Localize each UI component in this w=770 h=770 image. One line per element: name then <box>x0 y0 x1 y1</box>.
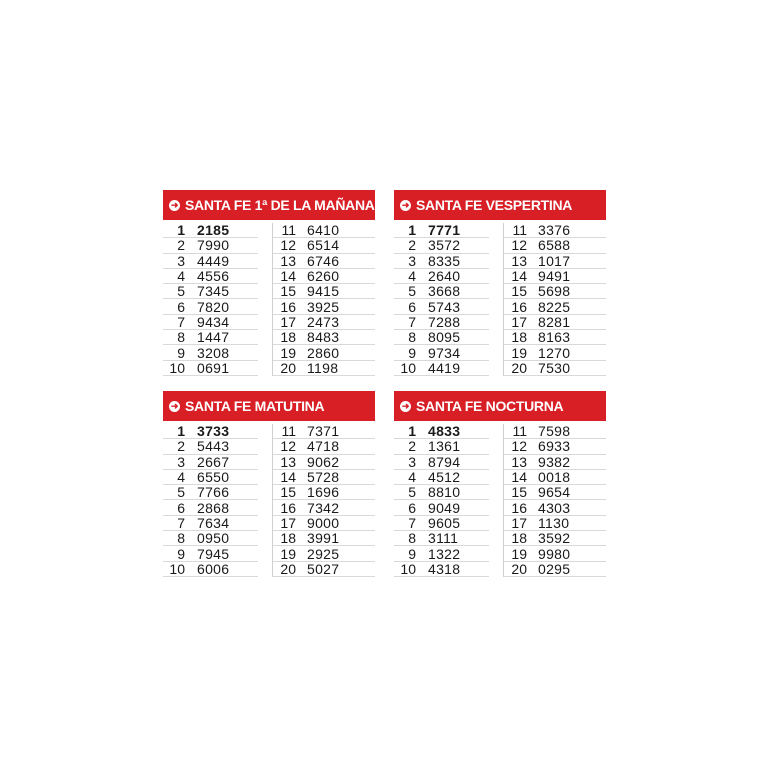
position-number: 3 <box>177 453 185 470</box>
position-number: 3 <box>408 252 416 269</box>
position-number: 5 <box>408 484 416 501</box>
position-number: 11 <box>281 222 296 239</box>
position-number: 11 <box>512 423 527 440</box>
position-number: 6 <box>177 298 185 315</box>
position-number: 4 <box>177 469 185 486</box>
position-number: 20 <box>511 560 527 577</box>
drawn-number: 4449 <box>197 252 230 269</box>
position-number: 14 <box>280 469 296 486</box>
result-row <box>163 361 258 376</box>
result-row <box>273 269 375 284</box>
result-row <box>394 284 489 299</box>
position-number: 9 <box>177 545 185 562</box>
position-number: 18 <box>511 530 527 547</box>
position-number: 5 <box>408 283 416 300</box>
result-row <box>163 345 258 360</box>
drawn-number: 9654 <box>538 484 571 501</box>
position-number: 3 <box>408 453 416 470</box>
result-row <box>504 439 606 454</box>
position-number: 6 <box>408 298 416 315</box>
result-row <box>504 223 606 238</box>
result-row <box>394 424 489 439</box>
result-row <box>504 546 606 561</box>
results-column <box>272 424 375 577</box>
drawn-number: 0018 <box>538 469 571 486</box>
position-number: 12 <box>280 237 296 254</box>
result-row <box>273 562 375 577</box>
result-row <box>504 330 606 345</box>
drawn-number: 7598 <box>538 423 571 440</box>
result-row <box>273 330 375 345</box>
drawn-number: 8095 <box>428 329 461 346</box>
drawn-number: 4303 <box>538 499 571 516</box>
position-number: 20 <box>511 359 527 376</box>
position-number: 8 <box>408 329 416 346</box>
drawn-number: 6588 <box>538 237 571 254</box>
position-number: 18 <box>511 329 527 346</box>
drawn-number: 4833 <box>428 423 461 440</box>
position-number: 9 <box>408 344 416 361</box>
drawn-number: 6514 <box>307 237 340 254</box>
panel-title: SANTA FE MATUTINA <box>185 398 325 414</box>
result-row <box>163 424 258 439</box>
drawn-number: 7371 <box>307 423 340 440</box>
drawn-number: 2868 <box>197 499 230 516</box>
drawn-number: 8281 <box>538 313 571 330</box>
drawn-number: 2185 <box>197 222 230 239</box>
result-row <box>394 455 489 470</box>
drawn-number: 2860 <box>307 344 340 361</box>
position-number: 7 <box>408 514 416 531</box>
result-row <box>273 531 375 546</box>
position-number: 4 <box>408 268 416 285</box>
position-number: 4 <box>408 469 416 486</box>
drawn-number: 3111 <box>428 530 459 547</box>
panel-title: SANTA FE NOCTURNA <box>416 398 564 414</box>
position-number: 10 <box>169 560 185 577</box>
result-row <box>504 299 606 314</box>
position-number: 1 <box>408 222 416 239</box>
result-row <box>504 516 606 531</box>
drawn-number: 7345 <box>197 283 230 300</box>
position-number: 12 <box>280 438 296 455</box>
result-row <box>394 546 489 561</box>
result-row <box>163 562 258 577</box>
position-number: 16 <box>511 298 527 315</box>
drawn-number: 3376 <box>538 222 571 239</box>
drawn-number: 6746 <box>307 252 340 269</box>
drawn-number: 3991 <box>307 530 340 547</box>
result-row <box>273 284 375 299</box>
drawn-number: 9605 <box>428 514 461 531</box>
position-number: 11 <box>512 222 527 239</box>
drawn-number: 2640 <box>428 268 461 285</box>
result-row <box>273 485 375 500</box>
position-number: 7 <box>177 514 185 531</box>
position-number: 9 <box>177 344 185 361</box>
drawn-number: 8794 <box>428 453 461 470</box>
result-row <box>273 424 375 439</box>
panel-header <box>394 190 606 220</box>
drawn-number: 5698 <box>538 283 571 300</box>
drawn-number: 6260 <box>307 268 340 285</box>
drawn-number: 0691 <box>197 359 230 376</box>
drawn-number: 4556 <box>197 268 230 285</box>
drawn-number: 9491 <box>538 268 571 285</box>
drawn-number: 3208 <box>197 344 230 361</box>
result-row <box>394 238 489 253</box>
position-number: 10 <box>169 359 185 376</box>
result-row <box>273 470 375 485</box>
position-number: 10 <box>400 560 416 577</box>
position-number: 6 <box>177 499 185 516</box>
drawn-number: 1270 <box>538 344 571 361</box>
drawn-number: 3572 <box>428 237 461 254</box>
result-row <box>394 439 489 454</box>
result-row <box>163 500 258 515</box>
result-row <box>394 223 489 238</box>
result-row <box>394 531 489 546</box>
drawn-number: 1322 <box>428 545 461 562</box>
position-number: 16 <box>280 499 296 516</box>
position-number: 3 <box>177 252 185 269</box>
position-number: 17 <box>280 313 296 330</box>
drawn-number: 7766 <box>197 484 230 501</box>
result-row <box>163 284 258 299</box>
position-number: 12 <box>511 438 527 455</box>
position-number: 15 <box>280 484 296 501</box>
drawn-number: 7820 <box>197 298 230 315</box>
result-row <box>163 238 258 253</box>
position-number: 18 <box>280 530 296 547</box>
position-number: 16 <box>511 499 527 516</box>
position-number: 14 <box>280 268 296 285</box>
drawn-number: 6410 <box>307 222 340 239</box>
result-row <box>504 315 606 330</box>
result-row <box>273 361 375 376</box>
result-row <box>163 254 258 269</box>
results-column <box>503 424 606 577</box>
results-column <box>272 223 375 376</box>
result-row <box>504 238 606 253</box>
drawn-number: 2473 <box>307 313 340 330</box>
drawn-number: 1447 <box>197 329 230 346</box>
position-number: 17 <box>511 313 527 330</box>
results-panel <box>394 190 606 376</box>
result-row <box>273 345 375 360</box>
drawn-number: 7990 <box>197 237 230 254</box>
position-number: 15 <box>511 484 527 501</box>
position-number: 19 <box>280 344 296 361</box>
drawn-number: 7945 <box>197 545 230 562</box>
result-row <box>163 531 258 546</box>
drawn-number: 9434 <box>197 313 230 330</box>
drawn-number: 9980 <box>538 545 571 562</box>
result-row <box>273 223 375 238</box>
drawn-number: 5743 <box>428 298 461 315</box>
result-row <box>163 439 258 454</box>
results-column <box>503 223 606 376</box>
drawn-number: 7530 <box>538 359 571 376</box>
position-number: 2 <box>177 237 185 254</box>
panel-title: SANTA FE VESPERTINA <box>416 197 573 213</box>
position-number: 11 <box>281 423 296 440</box>
result-row <box>394 254 489 269</box>
result-row <box>504 284 606 299</box>
position-number: 8 <box>177 530 185 547</box>
position-number: 15 <box>280 283 296 300</box>
result-row <box>163 455 258 470</box>
results-panel <box>163 391 375 577</box>
arrow-circle-icon: ➜ <box>170 199 179 210</box>
result-row <box>504 269 606 284</box>
result-row <box>504 424 606 439</box>
result-row <box>273 455 375 470</box>
panel-header <box>163 190 375 220</box>
position-number: 13 <box>280 252 296 269</box>
drawn-number: 8483 <box>307 329 340 346</box>
result-row <box>504 531 606 546</box>
drawn-number: 6006 <box>197 560 230 577</box>
position-number: 1 <box>177 222 185 239</box>
position-number: 13 <box>511 252 527 269</box>
drawn-number: 9049 <box>428 499 461 516</box>
panel-title: SANTA FE 1ª DE LA MAÑANA <box>185 197 375 213</box>
result-row <box>504 485 606 500</box>
position-number: 16 <box>280 298 296 315</box>
position-number: 19 <box>280 545 296 562</box>
drawn-number: 5728 <box>307 469 340 486</box>
drawn-number: 3925 <box>307 298 340 315</box>
drawn-number: 3733 <box>197 423 230 440</box>
drawn-number: 4512 <box>428 469 461 486</box>
results-column <box>394 223 489 376</box>
drawn-number: 3668 <box>428 283 461 300</box>
result-row <box>394 330 489 345</box>
position-number: 8 <box>177 329 185 346</box>
panel-header <box>163 391 375 421</box>
drawn-number: 8810 <box>428 484 461 501</box>
position-number: 13 <box>511 453 527 470</box>
arrow-circle-icon: ➜ <box>401 400 410 411</box>
drawn-number: 1130 <box>538 514 570 531</box>
result-row <box>273 439 375 454</box>
drawn-number: 0295 <box>538 560 571 577</box>
arrow-circle-icon: ➜ <box>401 199 410 210</box>
position-number: 17 <box>280 514 296 531</box>
result-row <box>394 361 489 376</box>
results-panel <box>394 391 606 577</box>
position-number: 19 <box>511 344 527 361</box>
result-row <box>394 299 489 314</box>
result-row <box>163 299 258 314</box>
arrow-circle-icon: ➜ <box>170 400 179 411</box>
result-row <box>163 470 258 485</box>
position-number: 1 <box>408 423 416 440</box>
result-row <box>504 562 606 577</box>
drawn-number: 9062 <box>307 453 340 470</box>
drawn-number: 9734 <box>428 344 461 361</box>
position-number: 17 <box>511 514 527 531</box>
result-row <box>394 562 489 577</box>
results-column <box>394 424 489 577</box>
position-number: 12 <box>511 237 527 254</box>
drawn-number: 0950 <box>197 530 230 547</box>
drawn-number: 1198 <box>307 359 339 376</box>
position-number: 4 <box>177 268 185 285</box>
result-row <box>394 500 489 515</box>
result-row <box>273 254 375 269</box>
result-row <box>394 315 489 330</box>
position-number: 5 <box>177 283 185 300</box>
position-number: 13 <box>280 453 296 470</box>
result-row <box>163 485 258 500</box>
results-column <box>163 424 258 577</box>
drawn-number: 4318 <box>428 560 461 577</box>
position-number: 20 <box>280 560 296 577</box>
drawn-number: 9000 <box>307 514 340 531</box>
position-number: 9 <box>408 545 416 562</box>
drawn-number: 2667 <box>197 453 230 470</box>
result-row <box>163 330 258 345</box>
position-number: 5 <box>177 484 185 501</box>
position-number: 7 <box>408 313 416 330</box>
result-row <box>273 500 375 515</box>
drawn-number: 1017 <box>538 252 571 269</box>
drawn-number: 7288 <box>428 313 461 330</box>
drawn-number: 2925 <box>307 545 340 562</box>
drawn-number: 7634 <box>197 514 230 531</box>
drawn-number: 6933 <box>538 438 571 455</box>
drawn-number: 3592 <box>538 530 571 547</box>
result-row <box>273 299 375 314</box>
result-row <box>394 516 489 531</box>
position-number: 19 <box>511 545 527 562</box>
results-panel <box>163 190 375 376</box>
result-row <box>163 269 258 284</box>
position-number: 1 <box>177 423 185 440</box>
result-row <box>394 485 489 500</box>
position-number: 2 <box>177 438 185 455</box>
result-row <box>163 223 258 238</box>
position-number: 20 <box>280 359 296 376</box>
result-row <box>273 546 375 561</box>
drawn-number: 9415 <box>307 283 340 300</box>
drawn-number: 8163 <box>538 329 571 346</box>
drawn-number: 8335 <box>428 252 461 269</box>
position-number: 15 <box>511 283 527 300</box>
position-number: 14 <box>511 469 527 486</box>
drawn-number: 4718 <box>307 438 340 455</box>
drawn-number: 8225 <box>538 298 571 315</box>
position-number: 7 <box>177 313 185 330</box>
result-row <box>163 546 258 561</box>
position-number: 6 <box>408 499 416 516</box>
position-number: 8 <box>408 530 416 547</box>
position-number: 18 <box>280 329 296 346</box>
drawn-number: 7771 <box>428 222 461 239</box>
result-row <box>394 269 489 284</box>
result-row <box>273 238 375 253</box>
drawn-number: 1696 <box>307 484 340 501</box>
result-row <box>163 315 258 330</box>
result-row <box>394 470 489 485</box>
drawn-number: 7342 <box>307 499 340 516</box>
drawn-number: 5027 <box>307 560 340 577</box>
position-number: 2 <box>408 438 416 455</box>
result-row <box>504 254 606 269</box>
results-column <box>163 223 258 376</box>
drawn-number: 6550 <box>197 469 230 486</box>
position-number: 10 <box>400 359 416 376</box>
drawn-number: 1361 <box>428 438 461 455</box>
drawn-number: 9382 <box>538 453 571 470</box>
result-row <box>273 315 375 330</box>
result-row <box>504 455 606 470</box>
result-row <box>163 516 258 531</box>
drawn-number: 5443 <box>197 438 230 455</box>
position-number: 14 <box>511 268 527 285</box>
result-row <box>504 470 606 485</box>
result-row <box>504 500 606 515</box>
result-row <box>504 345 606 360</box>
result-row <box>394 345 489 360</box>
result-row <box>273 516 375 531</box>
result-row <box>504 361 606 376</box>
drawn-number: 4419 <box>428 359 461 376</box>
position-number: 2 <box>408 237 416 254</box>
panel-header <box>394 391 606 421</box>
